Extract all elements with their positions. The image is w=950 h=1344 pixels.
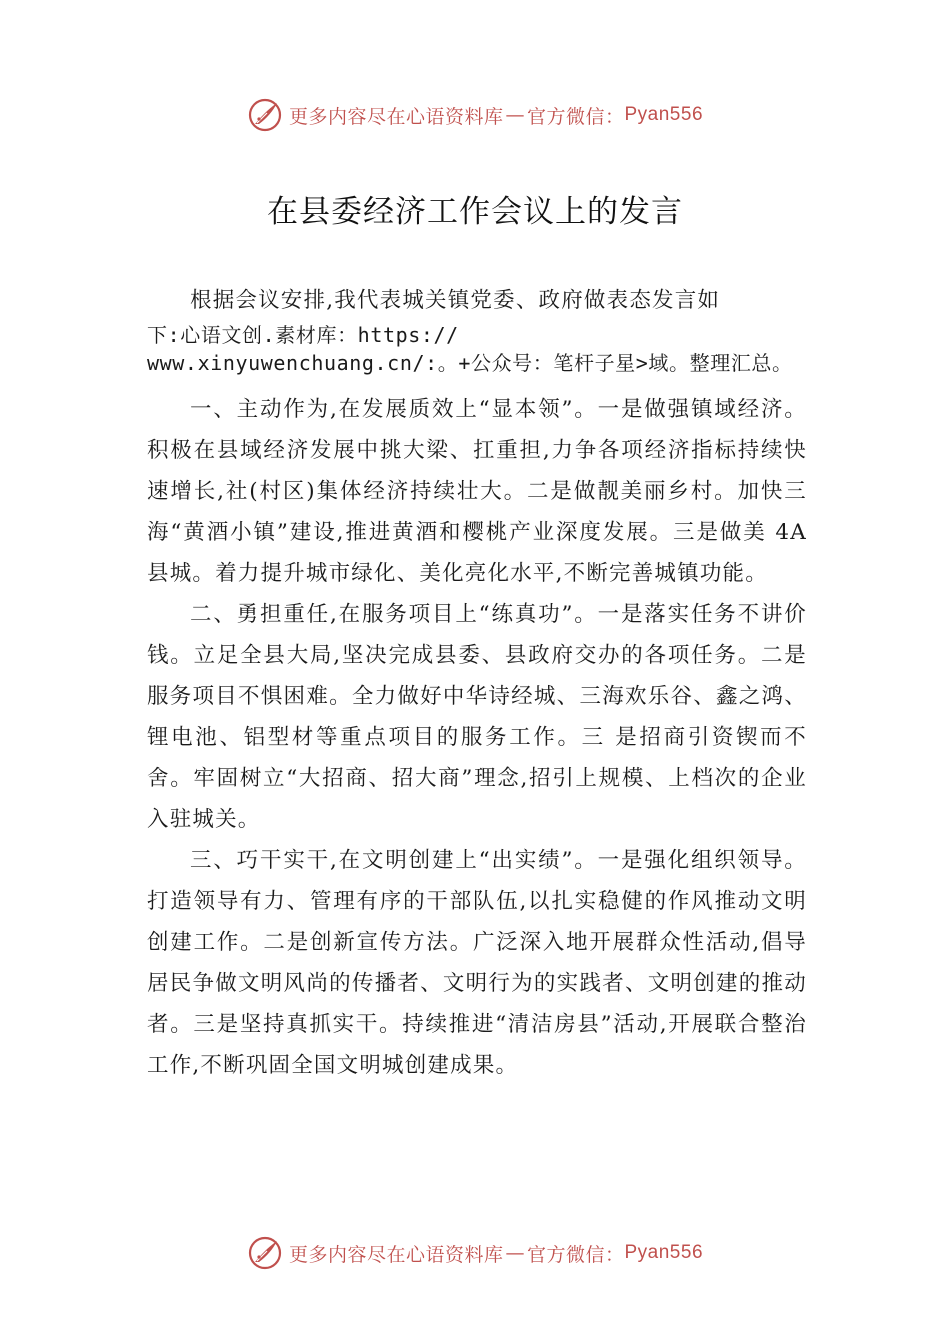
document-body (147, 280, 807, 1086)
banner-wechat-id: Pyan556 (624, 104, 704, 125)
paragraph-3: 三、巧干实干,在文明创建上“出实绩”。一是强化组织领导。打造领导有力、管理有序的干部队伍,以扎实稳健的作风推动文明创建工作。二是创新宣传方法。广泛深入地开展群众性活动,倡导居民争做文明风尚的传播者、文明行为的实践者、文明创建的推动者。三是坚持真抓实干。持续推进“清洁房县”活动,开展联合整治工作,不断巩固全国文明城创建成果。 (147, 848, 807, 1078)
banner-wechat-label: 官方微信： (526, 105, 625, 128)
banner-text: 更多内容尽在心语资料库 (288, 105, 504, 128)
paragraph-2: 二、勇担重任,在服务项目上“练真功”。一是落实任务不讲价钱。立足全县大局,坚决完成县委、县政府交办的各项任务。二是服务项目不惧困难。全力做好中华诗经城、三海欢乐谷、鑫之鸿、锂电池、铝型材等重点项目的服务工作。三 是招商引资锲而不舍。牢固树立“大招商、招大商”理念,招引上规模、上档次的企业入驻城关。 (147, 602, 807, 832)
banner-dash: — (505, 1242, 525, 1264)
banner-wechat-id: Pyan556 (624, 1242, 704, 1263)
paragraph-1: 一、主动作为,在发展质效上“显本领”。一是做强镇域经济。积极在县域经济发展中挑大梁、扛重担,力争各项经济指标持续快速增长,社(村区)集体经济持续壮大。二是做靓美丽乡村。加快三海“黄酒小镇”建设,推进黄酒和樱桃产业深度发展。三是做美 4A 县城。着力提升城市绿化、美化亮化水平,不断完善城镇功能。 (147, 397, 807, 586)
banner-wechat-label: 官方微信： (526, 1243, 625, 1266)
intro-line-1: 根据会议安排,我代表城关镇党委、政府做表态发言如 (190, 288, 721, 313)
banner-dash: — (505, 104, 525, 126)
banner-text: 更多内容尽在心语资料库 (288, 1243, 504, 1266)
document-title: 在县委经济工作会议上的发言 (267, 194, 683, 230)
quill-logo-icon (247, 1235, 283, 1271)
quill-logo-icon (247, 97, 283, 133)
footer-banner (0, 1233, 950, 1273)
intro-paragraph (147, 280, 807, 377)
header-banner (0, 95, 950, 135)
intro-line-rest: 下:心语文创.素材库：https:// www.xinyuwenchuang.cn/:。+公众号：笔杆子星>域。整理汇总。 (147, 323, 793, 375)
